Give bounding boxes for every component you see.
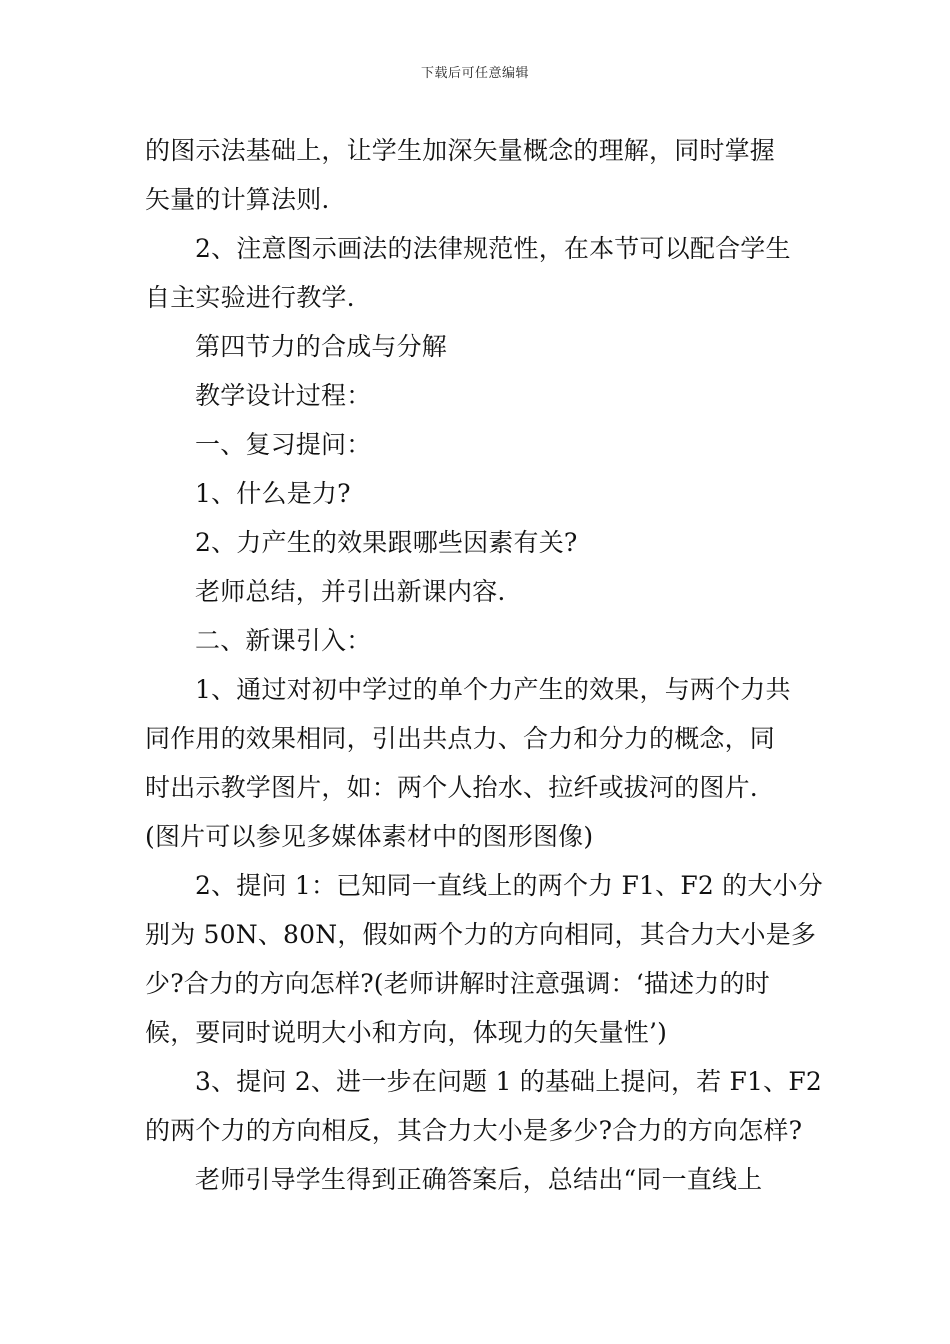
paragraph-line: 矢量的计算法则. <box>145 185 330 214</box>
paragraph-line: 老师引导学生得到正确答案后，总结出“同一直线上 <box>195 1165 763 1194</box>
paragraph-line: 2、力产生的效果跟哪些因素有关? <box>195 528 578 557</box>
paragraph-line: 3、提问 2、进一步在问题 1 的基础上提问，若 F1、F2 <box>195 1067 823 1096</box>
paragraph-line: 候，要同时说明大小和方向，体现力的矢量性’) <box>145 1018 668 1047</box>
paragraph-line: 自主实验进行教学. <box>145 283 355 312</box>
paragraph-line: 二、新课引入： <box>195 626 372 655</box>
paragraph-line: 2、提问 1：已知同一直线上的两个力 F1、F2 的大小分 <box>195 871 823 900</box>
paragraph-line: 同作用的效果相同，引出共点力、合力和分力的概念，同 <box>145 724 776 753</box>
paragraph-line: 1、通过对初中学过的单个力产生的效果，与两个力共 <box>195 675 791 704</box>
paragraph-line: 时出示教学图片，如：两个人抬水、拉纤或拔河的图片. <box>145 773 758 802</box>
paragraph-line: 少?合力的方向怎样?(老师讲解时注意强调：‘描述力的时 <box>145 969 770 998</box>
paragraph-line: 1、什么是力? <box>195 479 351 508</box>
document-body <box>145 126 823 1204</box>
paragraph-line: 老师总结，并引出新课内容. <box>195 577 506 606</box>
paragraph-line: (图片可以参见多媒体素材中的图形图像) <box>145 822 594 851</box>
paragraph-line: 2、注意图示画法的法律规范性，在本节可以配合学生 <box>195 234 791 263</box>
paragraph-line: 教学设计过程： <box>195 381 372 410</box>
paragraph-line: 的图示法基础上，让学生加深矢量概念的理解，同时掌握 <box>145 136 776 165</box>
paragraph-line: 一、复习提问： <box>195 430 372 459</box>
section-title: 第四节力的合成与分解 <box>195 332 448 361</box>
paragraph-line: 别为 50N、80N，假如两个力的方向相同，其合力大小是多 <box>145 920 817 949</box>
paragraph-line: 的两个力的方向相反，其合力大小是多少?合力的方向怎样? <box>145 1116 803 1145</box>
page-header: 下载后可任意编辑 <box>420 66 529 81</box>
